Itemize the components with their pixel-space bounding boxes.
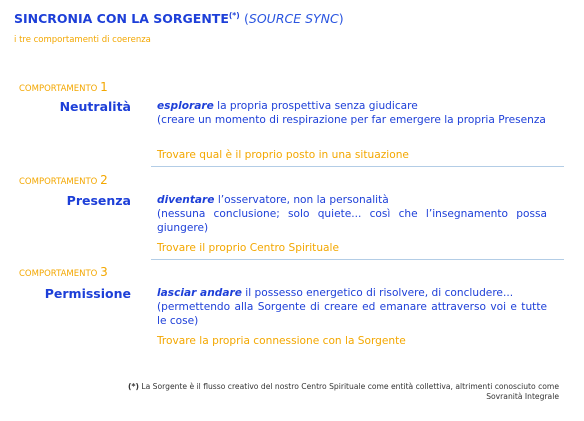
page-title bbox=[14, 11, 344, 26]
behavior-3-find: Trovare la propria connessione con la Sorgente bbox=[157, 335, 406, 347]
behavior-2-description bbox=[157, 193, 547, 235]
title-footnote-mark: (*) bbox=[228, 11, 240, 20]
footnote-text: La Sorgente è il flusso creativo del nostro Centro Spirituale come entità collettiva, altrimenti conosciuto come Sovranità Integrale bbox=[138, 382, 559, 401]
behavior-3-label-text: COMPORTAMENTO bbox=[19, 269, 98, 279]
title-close-paren: ) bbox=[338, 11, 344, 26]
behavior-1-label-text: COMPORTAMENTO bbox=[19, 84, 98, 94]
behavior-1-name: Neutralità bbox=[59, 99, 131, 114]
behavior-3-number: 3 bbox=[100, 265, 108, 279]
behavior-1-text: la propria prospettiva senza giudicare bbox=[213, 100, 418, 112]
behavior-2-name: Presenza bbox=[66, 193, 131, 208]
behavior-3-label bbox=[19, 265, 108, 279]
behavior-2-find: Trovare il proprio Centro Spirituale bbox=[157, 242, 340, 254]
behavior-3-text: il possesso energetico di risolvere, di concludere... bbox=[241, 287, 514, 299]
behavior-2-keyword: diventare bbox=[157, 194, 215, 206]
footnote-mark: (*) bbox=[128, 382, 139, 391]
behavior-3-keyword: lasciar andare bbox=[157, 287, 242, 299]
behavior-2-label-text: COMPORTAMENTO bbox=[19, 177, 98, 187]
behavior-1-description bbox=[157, 99, 547, 127]
behavior-1-keyword: esplorare bbox=[157, 100, 214, 112]
behavior-1-number: 1 bbox=[100, 80, 108, 94]
behavior-3-detail: (permettendo alla Sorgente di creare ed emanare attraverso voi e tutte le cose) bbox=[157, 301, 547, 327]
behavior-3-name: Permissione bbox=[44, 286, 131, 301]
behavior-1-label bbox=[19, 80, 108, 94]
behavior-2-detail: (nessuna conclusione; solo quiete... così che l’insegnamento possa giungere) bbox=[157, 208, 547, 234]
behavior-3-description bbox=[157, 286, 547, 328]
behavior-1-divider bbox=[151, 166, 564, 167]
behavior-2-text: l’osservatore, non la personalità bbox=[214, 194, 389, 206]
page-subtitle: i tre comportamenti di coerenza bbox=[14, 35, 151, 45]
title-open-paren: ( bbox=[244, 11, 249, 26]
behavior-2-label bbox=[19, 173, 108, 187]
title-english: SOURCE SYNC bbox=[248, 11, 339, 26]
behavior-2-number: 2 bbox=[100, 173, 108, 187]
behavior-1-find: Trovare qual è il proprio posto in una situazione bbox=[157, 149, 409, 161]
behavior-1-detail: (creare un momento di respirazione per far emergere la propria Presenza bbox=[157, 114, 546, 126]
behavior-2-divider bbox=[151, 259, 564, 260]
footnote bbox=[109, 382, 559, 402]
title-text: SINCRONIA CON LA SORGENTE bbox=[14, 11, 229, 26]
